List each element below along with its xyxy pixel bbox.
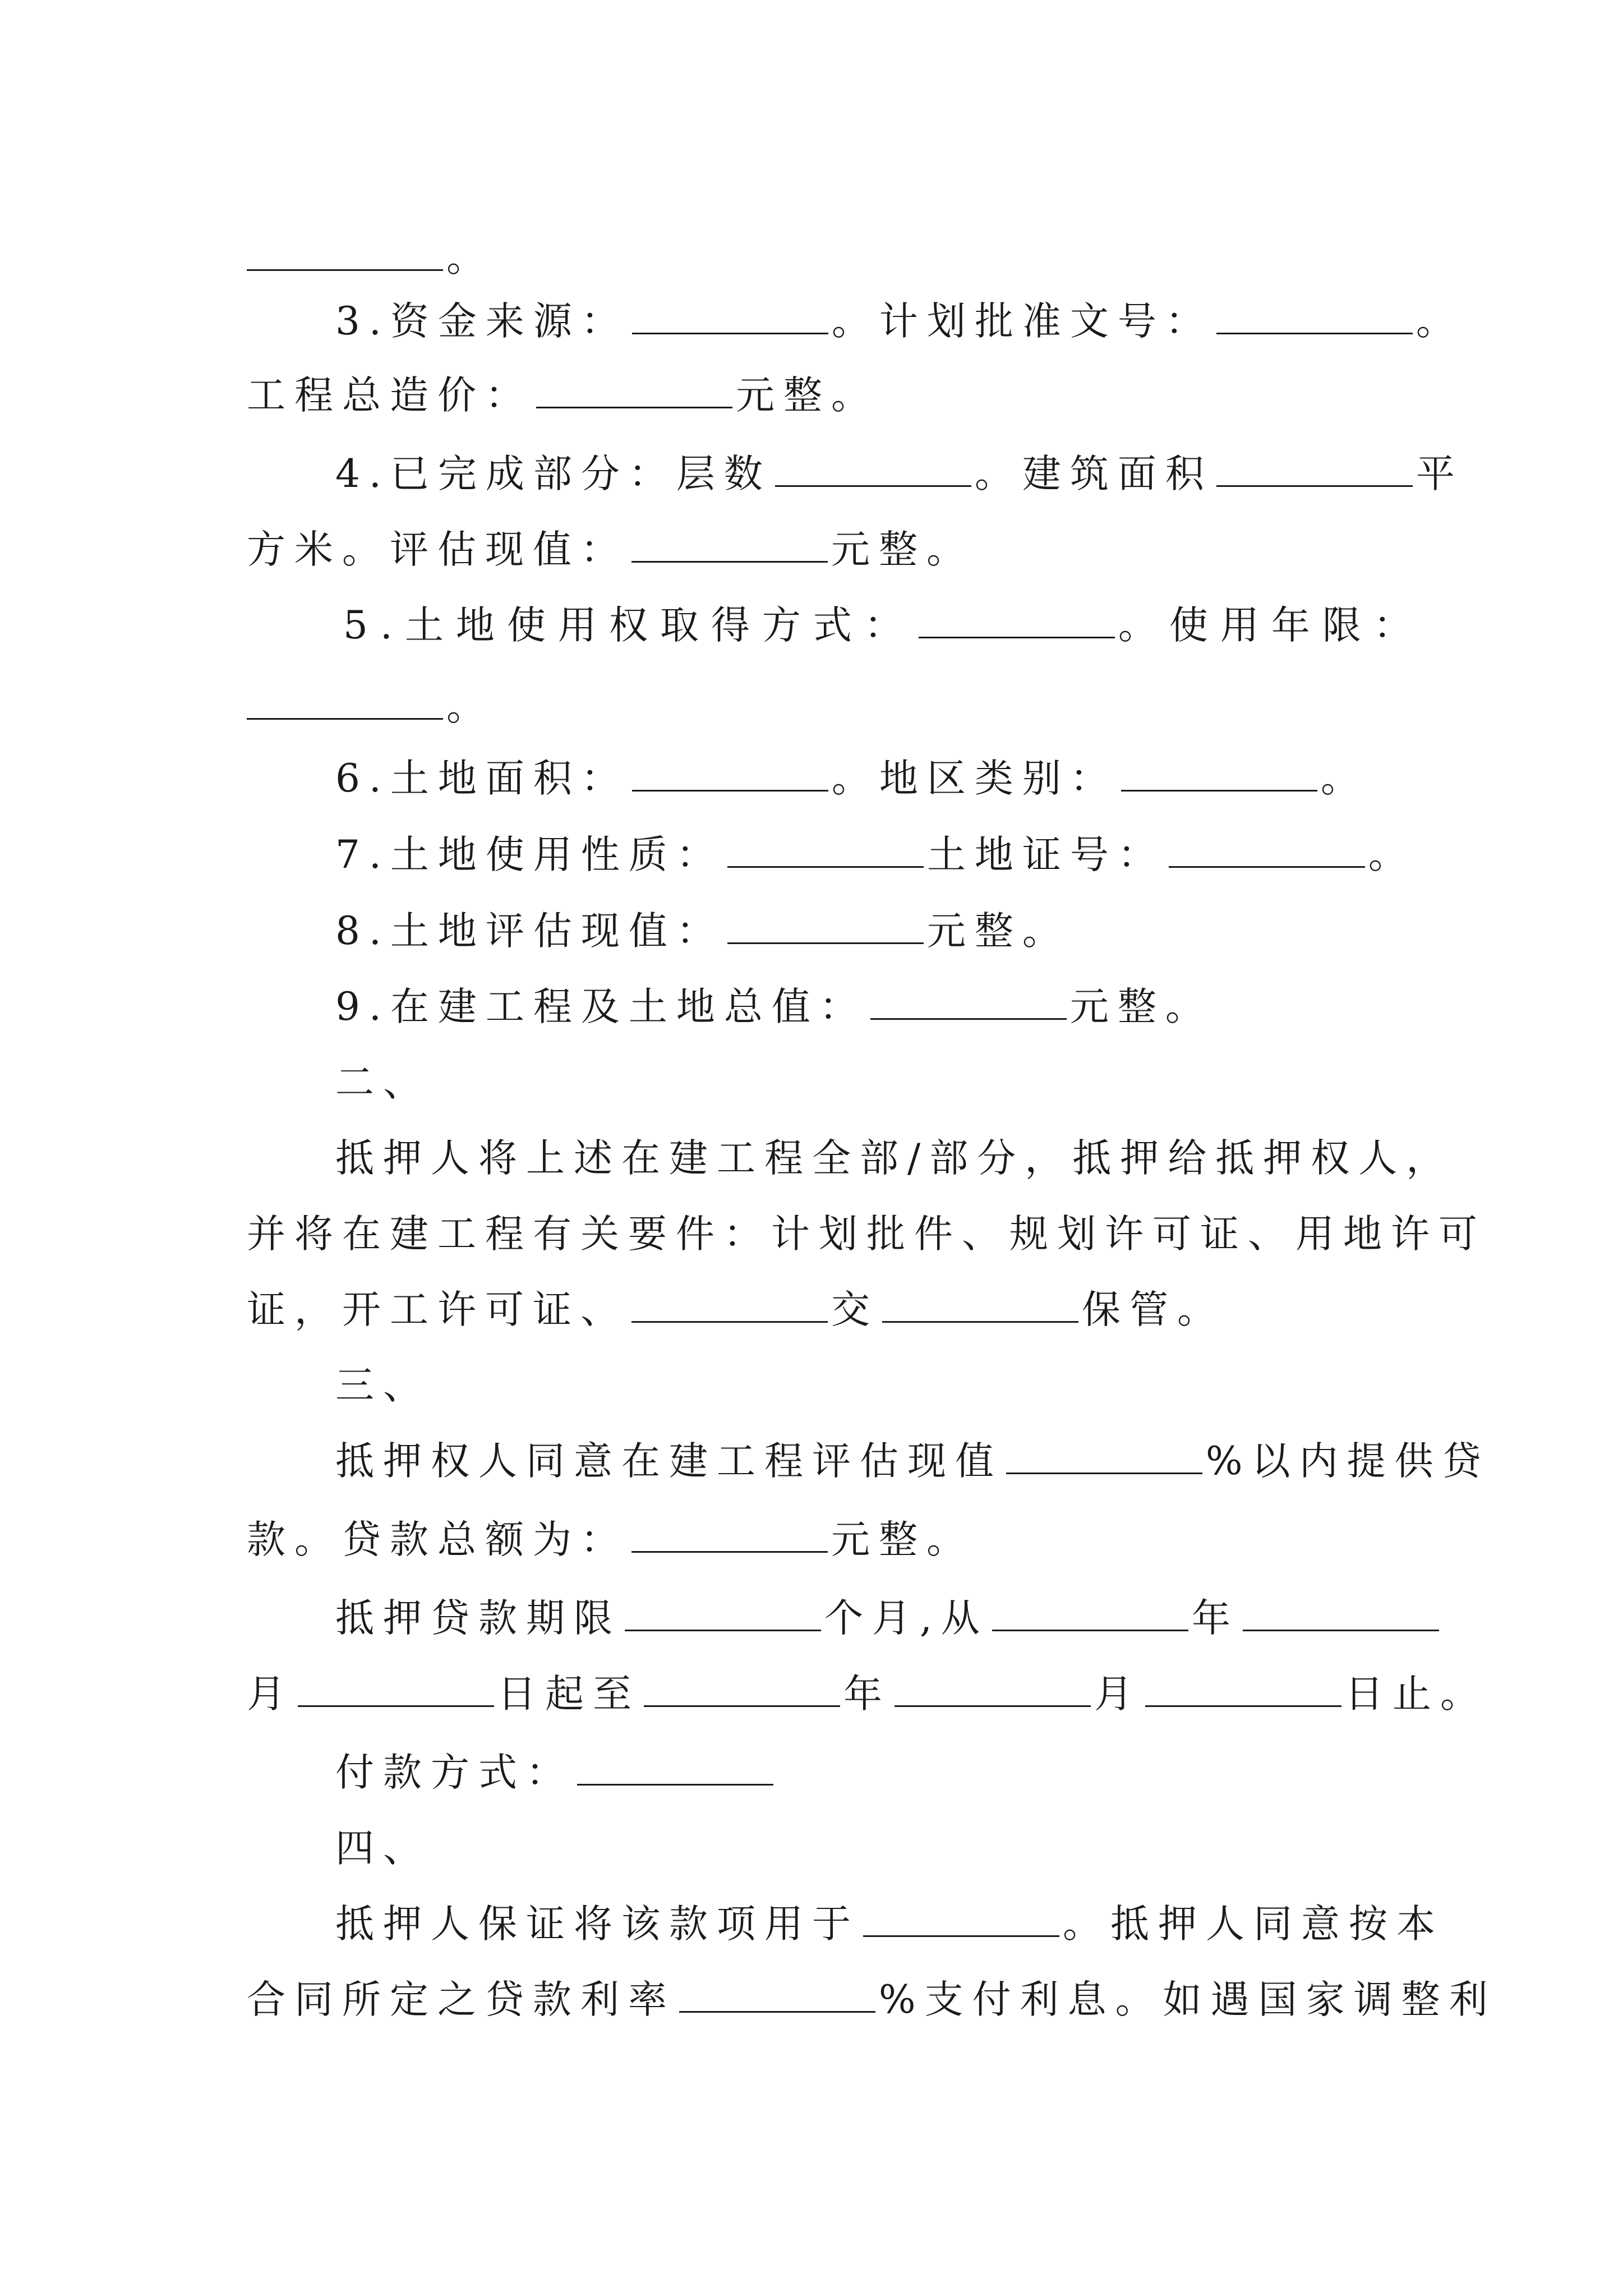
text-line: 6.土地面积： 。地区类别： 。 bbox=[335, 756, 1368, 801]
fill-blank[interactable] bbox=[870, 987, 1067, 1020]
text-line: 工程总造价： 元整。 bbox=[247, 373, 879, 418]
fill-blank[interactable] bbox=[644, 1674, 840, 1707]
fill-blank[interactable] bbox=[631, 530, 828, 563]
text-line: 7.土地使用性质： 土地证号： 。 bbox=[335, 832, 1416, 877]
text-line: 3.资金来源： 。计划批准文号： 。 bbox=[335, 299, 1464, 344]
fill-blank[interactable] bbox=[631, 1520, 828, 1553]
text-line: 8.土地评估现值： 元整。 bbox=[335, 909, 1070, 954]
fill-blank[interactable] bbox=[992, 1598, 1188, 1631]
fill-blank[interactable] bbox=[679, 1980, 875, 2013]
fill-blank[interactable] bbox=[1169, 835, 1365, 868]
text-line: 合同所定之贷款利率 %支付利息。如遇国家调整利 bbox=[247, 1977, 1497, 2022]
text-line: 。 bbox=[247, 684, 487, 729]
fill-blank[interactable] bbox=[1006, 1441, 1202, 1474]
fill-blank[interactable] bbox=[1216, 454, 1413, 487]
text-line: 抵押人保证将该款项用于 。抵押人同意按本 bbox=[335, 1902, 1444, 1947]
fill-blank[interactable] bbox=[882, 1290, 1078, 1323]
fill-blank[interactable] bbox=[1145, 1674, 1341, 1707]
fill-blank[interactable] bbox=[632, 301, 828, 334]
fill-blank[interactable] bbox=[536, 375, 732, 408]
fill-blank[interactable] bbox=[1121, 758, 1317, 792]
text-line: 付款方式： bbox=[335, 1750, 777, 1795]
section-heading: 二、 bbox=[335, 1060, 431, 1105]
text-line: 4.已完成部分：层数 。建筑面积 平 bbox=[335, 452, 1464, 496]
fill-blank[interactable] bbox=[247, 238, 443, 271]
text-line: 5.土地使用权取得方式： 。使用年限： bbox=[343, 603, 1424, 648]
fill-blank[interactable] bbox=[895, 1674, 1091, 1707]
fill-blank[interactable] bbox=[247, 687, 443, 720]
fill-blank[interactable] bbox=[727, 835, 924, 868]
text-line: 抵押权人同意在建工程评估现值 %以内提供贷 bbox=[335, 1439, 1490, 1484]
text-line: 并将在建工程有关要件：计划批件、规划许可证、用地许可 bbox=[247, 1212, 1486, 1257]
text-line: 。 bbox=[247, 236, 487, 280]
fill-blank[interactable] bbox=[298, 1674, 494, 1707]
section-heading: 三、 bbox=[335, 1363, 431, 1408]
fill-blank[interactable] bbox=[1243, 1598, 1439, 1631]
text-line: 月 日起至 年 月 日止。 bbox=[247, 1672, 1488, 1717]
text-line: 方米。评估现值： 元整。 bbox=[247, 527, 974, 572]
fill-blank[interactable] bbox=[632, 758, 828, 792]
fill-blank[interactable] bbox=[631, 1290, 828, 1323]
text-line: 证，开工许可证、 交 保管。 bbox=[247, 1287, 1225, 1332]
fill-blank[interactable] bbox=[727, 911, 924, 944]
fill-blank[interactable] bbox=[919, 605, 1115, 638]
fill-blank[interactable] bbox=[625, 1598, 821, 1631]
section-heading: 四、 bbox=[335, 1826, 431, 1871]
fill-blank[interactable] bbox=[1216, 301, 1413, 334]
fill-blank[interactable] bbox=[775, 454, 971, 487]
fill-blank[interactable] bbox=[577, 1752, 773, 1786]
text-line: 抵押人将上述在建工程全部/部分，抵押给抵押权人， bbox=[335, 1136, 1454, 1181]
text-line: 9.在建工程及土地总值： 元整。 bbox=[335, 984, 1213, 1029]
text-line: 款。贷款总额为： 元整。 bbox=[247, 1517, 974, 1562]
text-line: 抵押贷款期限 个月,从 年 bbox=[335, 1596, 1442, 1641]
fill-blank[interactable] bbox=[863, 1904, 1059, 1937]
